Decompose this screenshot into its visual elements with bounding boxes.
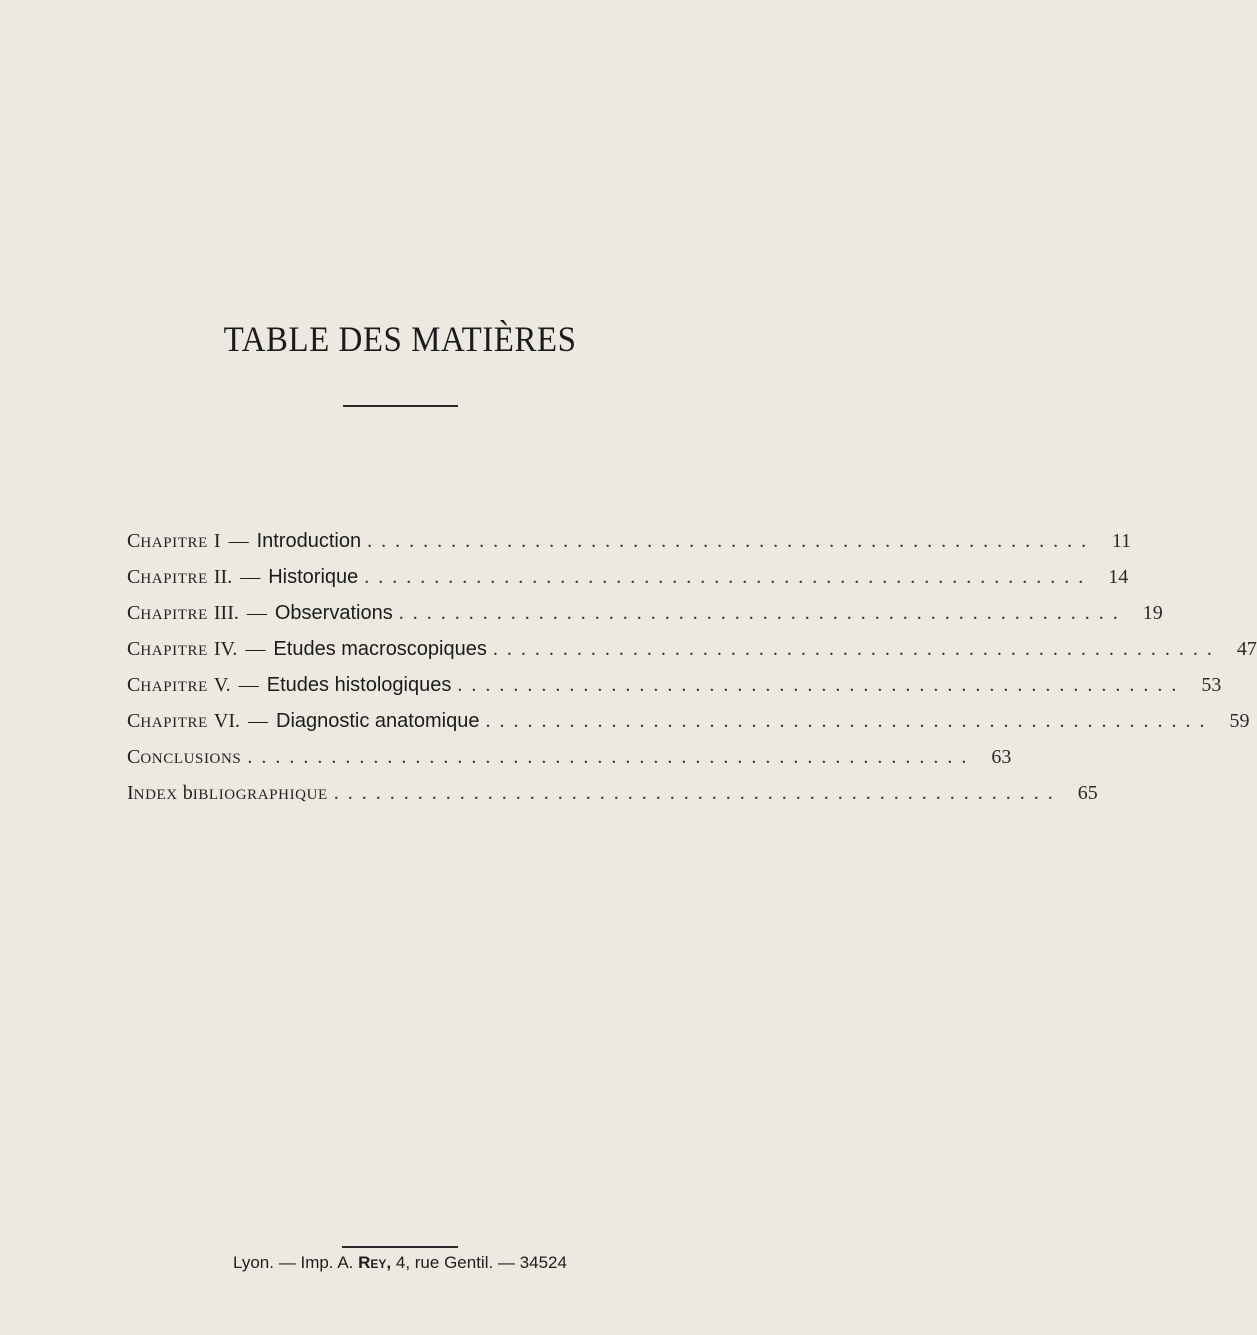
imprint-printer: Imp. A. [300, 1253, 354, 1272]
page-number: 19 [1142, 602, 1163, 624]
chapter-numeral: III. [213, 602, 239, 624]
dot-leader: .................................................... [398, 602, 1127, 624]
toc-entry [127, 530, 1132, 566]
imprint-dash: — [278, 1253, 296, 1272]
imprint-city: Lyon. [233, 1253, 274, 1272]
entry-prefix: CHAPITRE [127, 566, 208, 588]
entry-prefix: CHAPITRE [127, 674, 208, 696]
entry-dash: — [240, 566, 261, 588]
chapter-numeral: II. [213, 566, 233, 588]
footer-divider [342, 1246, 458, 1248]
dot-leader: .................................................... [333, 782, 1062, 804]
entry-title: Etudes histologiques [266, 674, 452, 696]
entry-dash: — [245, 638, 266, 660]
page-number: 59 [1229, 710, 1250, 732]
imprint-printer-name: Rey, [358, 1253, 392, 1272]
entry-title: Introduction [256, 530, 362, 552]
entry-prefix: CHAPITRE [127, 638, 208, 660]
chapter-numeral: IV. [213, 638, 238, 660]
entry-prefix: CHAPITRE [127, 710, 208, 732]
page-title: TABLE DES MATIÈRES [223, 320, 577, 360]
imprint-dash: — [497, 1253, 515, 1272]
entry-title: Diagnostic anatomique [276, 710, 480, 732]
page-number: 11 [1111, 530, 1132, 552]
entry-dash: — [238, 674, 259, 696]
page-number: 65 [1077, 782, 1098, 804]
page-number: 63 [991, 746, 1012, 768]
dot-leader: .................................................... [364, 566, 1093, 588]
toc-entry [127, 782, 1098, 818]
toc-entry [127, 638, 1257, 674]
chapter-numeral: VI. [213, 710, 240, 732]
toc-entry [127, 602, 1163, 638]
printer-imprint [0, 1253, 800, 1273]
page-number: 47 [1236, 638, 1257, 660]
entry-prefix: CONCLUSIONS [127, 746, 242, 768]
page-number: 14 [1108, 566, 1129, 588]
toc-entry [127, 566, 1129, 602]
toc-entry [127, 710, 1250, 746]
imprint-address: 4, rue Gentil. [395, 1253, 494, 1272]
page-number: 53 [1201, 674, 1222, 696]
table-of-contents [127, 530, 1257, 818]
toc-entry [127, 674, 1222, 710]
toc-entry [127, 746, 1012, 782]
imprint-code: 34524 [519, 1253, 567, 1272]
dot-leader: .................................................... [247, 746, 976, 768]
dot-leader: .................................................... [367, 530, 1096, 552]
entry-title: Historique [268, 566, 359, 588]
entry-dash: — [248, 710, 268, 732]
dot-leader: .................................................... [457, 674, 1186, 696]
entry-prefix: CHAPITRE [127, 602, 208, 624]
dot-leader: .................................................... [485, 710, 1214, 732]
entry-prefix: INDEX bIBLIOGRAPHIQUE [127, 782, 328, 804]
entry-title: Observations [274, 602, 393, 624]
entry-prefix: CHAPITRE [127, 530, 208, 552]
title-divider [343, 405, 458, 407]
entry-dash: — [246, 602, 267, 624]
entry-dash: — [228, 530, 249, 552]
dot-leader: .................................................... [492, 638, 1221, 660]
chapter-numeral: I [213, 530, 221, 552]
entry-title: Etudes macroscopiques [273, 638, 487, 660]
chapter-numeral: V. [213, 674, 231, 696]
